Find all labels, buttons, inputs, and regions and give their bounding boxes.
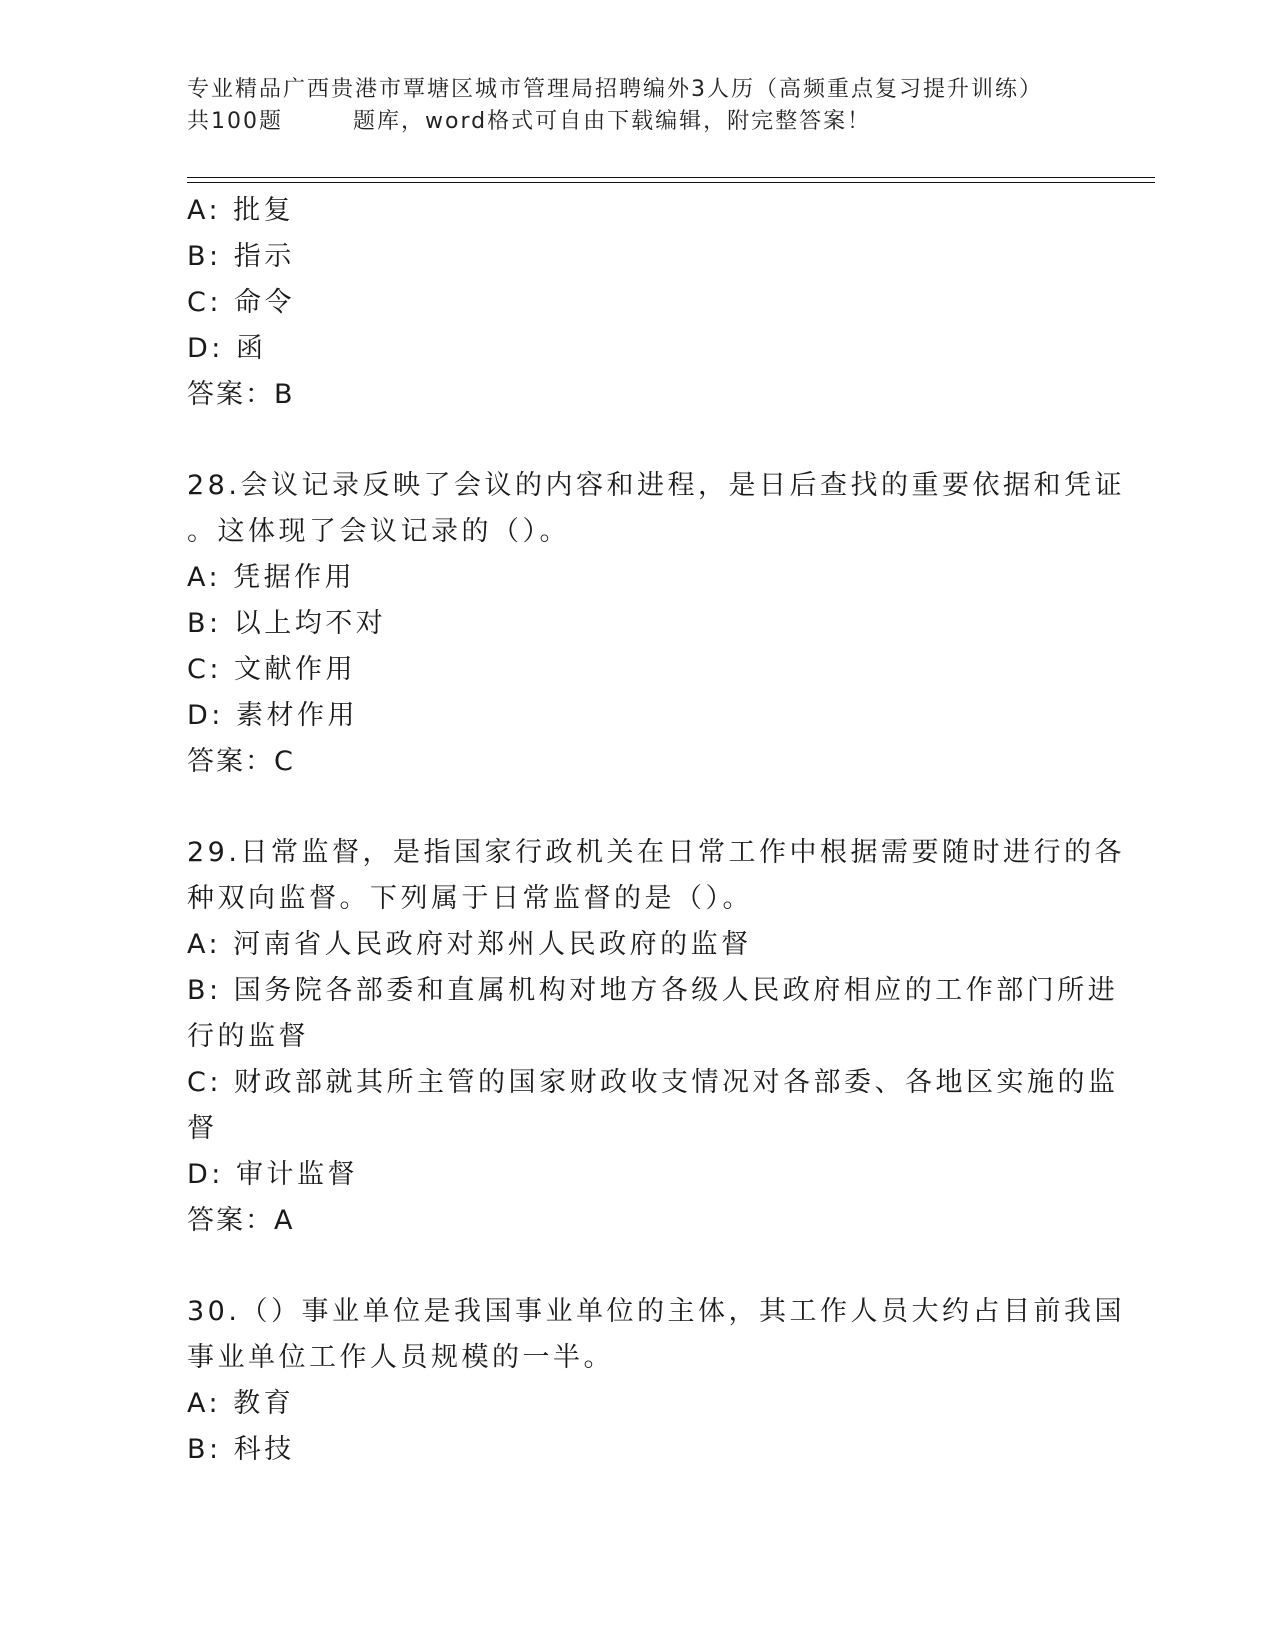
answer-line: 答案：A [187,1205,295,1236]
question-block-28 [187,463,1125,785]
option-a: A: 批复 [187,195,295,226]
option-c: C: 命令 [187,287,296,318]
question-text: 28.会议记录反映了会议的内容和进程，是日后查找的重要依据和凭证 [187,470,1125,501]
question-block-30 [187,1289,1125,1473]
option-b: B: 以上均不对 [187,608,387,639]
header-subtitle-line [187,106,1087,138]
answer-line: 答案：C [187,746,295,777]
header-title-line: 专业精品广西贵港市覃塘区城市管理局招聘编外3人历（高频重点复习提升训练） [187,77,1043,102]
option-d: D: 审计监督 [187,1159,358,1190]
option-d: D: 素材作用 [187,700,358,731]
option-b: B: 国务院各部委和直属机构对地方各级人民政府相应的工作部门所进 [187,975,1119,1006]
header-divider-bottom [187,182,1155,183]
question-text: 。这体现了会议记录的（）。 [187,516,570,547]
option-b-continued: 行的监督 [187,1021,309,1052]
answer-line: 答案：B [187,379,295,410]
header-description: 题库，word格式可自由下载编辑，附完整答案！ [353,109,872,134]
option-d: D: 函 [187,333,267,364]
option-a: A: 凭据作用 [187,562,356,593]
question-text: 30.（）事业单位是我国事业单位的主体，其工作人员大约占目前我国 [187,1296,1125,1327]
option-b: B: 指示 [187,241,295,272]
question-block-27 [187,188,1087,418]
question-block-29 [187,830,1125,1244]
option-a: A: 教育 [187,1388,295,1419]
header-question-count: 共100题 [187,109,283,134]
question-text: 事业单位工作人员规模的一半。 [187,1342,614,1373]
question-text: 29.日常监督，是指国家行政机关在日常工作中根据需要随时进行的各 [187,837,1125,868]
option-a: A: 河南省人民政府对郑州人民政府的监督 [187,929,752,960]
question-list [187,188,1125,1473]
option-c: C: 文献作用 [187,654,357,685]
header-divider-top [187,177,1155,178]
question-text: 种双向监督。下列属于日常监督的是（）。 [187,883,753,914]
document-header [187,74,1087,138]
option-b: B: 科技 [187,1434,295,1465]
option-c-continued: 督 [187,1113,218,1144]
option-c: C: 财政部就其所主管的国家财政收支情况对各部委、各地区实施的监 [187,1067,1119,1098]
